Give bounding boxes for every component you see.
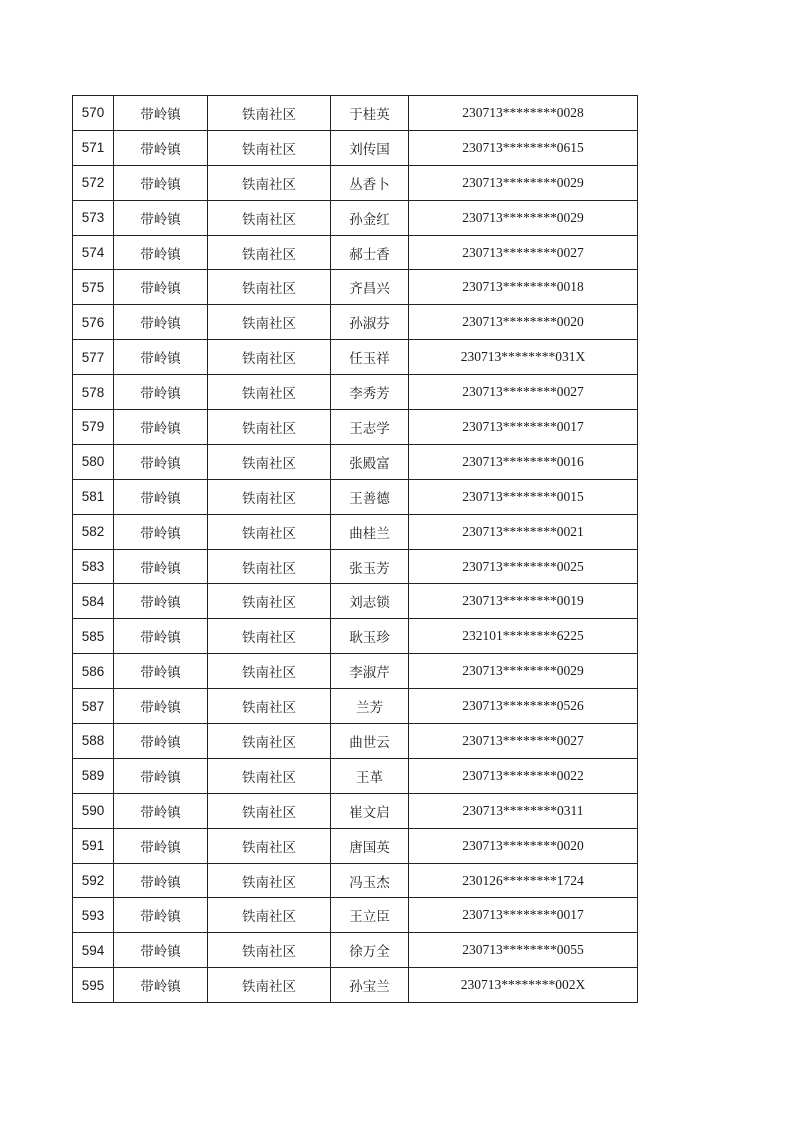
name-cell: 张玉芳 (331, 549, 409, 584)
id-number-cell: 230713********0020 (409, 828, 638, 863)
community-cell: 铁南社区 (208, 200, 331, 235)
row-number: 589 (73, 758, 114, 793)
community-cell: 铁南社区 (208, 793, 331, 828)
row-number: 578 (73, 375, 114, 410)
table-row (73, 270, 638, 305)
table-row (73, 863, 638, 898)
table-row (73, 549, 638, 584)
community-cell: 铁南社区 (208, 130, 331, 165)
table-row (73, 444, 638, 479)
row-number: 582 (73, 514, 114, 549)
town-cell: 带岭镇 (114, 340, 208, 375)
id-number-cell: 230713********0020 (409, 305, 638, 340)
town-cell: 带岭镇 (114, 619, 208, 654)
name-cell: 崔文启 (331, 793, 409, 828)
table-row (73, 793, 638, 828)
community-cell: 铁南社区 (208, 689, 331, 724)
id-number-cell: 230713********002X (409, 968, 638, 1003)
town-cell: 带岭镇 (114, 514, 208, 549)
row-number: 593 (73, 898, 114, 933)
row-number: 595 (73, 968, 114, 1003)
row-number: 590 (73, 793, 114, 828)
name-cell: 曲世云 (331, 724, 409, 759)
community-cell: 铁南社区 (208, 654, 331, 689)
table-row (73, 724, 638, 759)
id-number-cell: 230713********0027 (409, 375, 638, 410)
town-cell: 带岭镇 (114, 270, 208, 305)
name-cell: 李秀芳 (331, 375, 409, 410)
row-number: 572 (73, 165, 114, 200)
name-cell: 张殿富 (331, 444, 409, 479)
town-cell: 带岭镇 (114, 375, 208, 410)
table-row (73, 235, 638, 270)
table-row (73, 828, 638, 863)
town-cell: 带岭镇 (114, 724, 208, 759)
row-number: 580 (73, 444, 114, 479)
town-cell: 带岭镇 (114, 410, 208, 445)
id-number-cell: 230713********0055 (409, 933, 638, 968)
row-number: 573 (73, 200, 114, 235)
id-number-cell: 230713********031X (409, 340, 638, 375)
id-number-cell: 230126********1724 (409, 863, 638, 898)
community-cell: 铁南社区 (208, 758, 331, 793)
id-number-cell: 230713********0016 (409, 444, 638, 479)
town-cell: 带岭镇 (114, 828, 208, 863)
name-cell: 王善德 (331, 479, 409, 514)
town-cell: 带岭镇 (114, 165, 208, 200)
name-cell: 齐昌兴 (331, 270, 409, 305)
id-number-cell: 230713********0027 (409, 235, 638, 270)
row-number: 594 (73, 933, 114, 968)
row-number: 577 (73, 340, 114, 375)
community-cell: 铁南社区 (208, 340, 331, 375)
town-cell: 带岭镇 (114, 444, 208, 479)
town-cell: 带岭镇 (114, 130, 208, 165)
table-row (73, 689, 638, 724)
row-number: 583 (73, 549, 114, 584)
town-cell: 带岭镇 (114, 96, 208, 131)
town-cell: 带岭镇 (114, 584, 208, 619)
town-cell: 带岭镇 (114, 200, 208, 235)
table-row (73, 200, 638, 235)
row-number: 587 (73, 689, 114, 724)
town-cell: 带岭镇 (114, 305, 208, 340)
name-cell: 唐国英 (331, 828, 409, 863)
town-cell: 带岭镇 (114, 898, 208, 933)
table-row (73, 130, 638, 165)
name-cell: 郝士香 (331, 235, 409, 270)
id-number-cell: 230713********0027 (409, 724, 638, 759)
table-row (73, 898, 638, 933)
table-row (73, 165, 638, 200)
id-number-cell: 230713********0526 (409, 689, 638, 724)
id-number-cell: 230713********0017 (409, 898, 638, 933)
row-number: 585 (73, 619, 114, 654)
community-cell: 铁南社区 (208, 933, 331, 968)
name-cell: 耿玉珍 (331, 619, 409, 654)
name-cell: 曲桂兰 (331, 514, 409, 549)
id-number-cell: 230713********0311 (409, 793, 638, 828)
community-cell: 铁南社区 (208, 96, 331, 131)
town-cell: 带岭镇 (114, 933, 208, 968)
name-cell: 刘志锁 (331, 584, 409, 619)
name-cell: 刘传国 (331, 130, 409, 165)
name-cell: 孙淑芬 (331, 305, 409, 340)
community-cell: 铁南社区 (208, 898, 331, 933)
town-cell: 带岭镇 (114, 968, 208, 1003)
row-number: 579 (73, 410, 114, 445)
community-cell: 铁南社区 (208, 479, 331, 514)
town-cell: 带岭镇 (114, 479, 208, 514)
id-number-cell: 230713********0028 (409, 96, 638, 131)
table-row (73, 340, 638, 375)
name-cell: 王立臣 (331, 898, 409, 933)
town-cell: 带岭镇 (114, 654, 208, 689)
town-cell: 带岭镇 (114, 758, 208, 793)
name-cell: 王志学 (331, 410, 409, 445)
row-number: 592 (73, 863, 114, 898)
table-row (73, 933, 638, 968)
community-cell: 铁南社区 (208, 724, 331, 759)
name-cell: 冯玉杰 (331, 863, 409, 898)
town-cell: 带岭镇 (114, 863, 208, 898)
id-number-cell: 230713********0018 (409, 270, 638, 305)
community-cell: 铁南社区 (208, 863, 331, 898)
id-number-cell: 230713********0015 (409, 479, 638, 514)
table-row (73, 305, 638, 340)
row-number: 586 (73, 654, 114, 689)
community-cell: 铁南社区 (208, 410, 331, 445)
community-cell: 铁南社区 (208, 514, 331, 549)
row-number: 591 (73, 828, 114, 863)
id-number-cell: 230713********0029 (409, 165, 638, 200)
town-cell: 带岭镇 (114, 235, 208, 270)
id-number-cell: 230713********0029 (409, 200, 638, 235)
table-row (73, 758, 638, 793)
row-number: 574 (73, 235, 114, 270)
name-cell: 李淑芹 (331, 654, 409, 689)
community-cell: 铁南社区 (208, 584, 331, 619)
name-cell: 王革 (331, 758, 409, 793)
id-number-cell: 230713********0021 (409, 514, 638, 549)
row-number: 588 (73, 724, 114, 759)
community-cell: 铁南社区 (208, 968, 331, 1003)
id-number-cell: 232101********6225 (409, 619, 638, 654)
table-row (73, 584, 638, 619)
row-number: 571 (73, 130, 114, 165)
table-row (73, 410, 638, 445)
row-number: 570 (73, 96, 114, 131)
table-row (73, 375, 638, 410)
community-cell: 铁南社区 (208, 235, 331, 270)
name-cell: 于桂英 (331, 96, 409, 131)
community-cell: 铁南社区 (208, 549, 331, 584)
community-cell: 铁南社区 (208, 444, 331, 479)
id-number-cell: 230713********0017 (409, 410, 638, 445)
town-cell: 带岭镇 (114, 793, 208, 828)
id-number-cell: 230713********0019 (409, 584, 638, 619)
community-cell: 铁南社区 (208, 375, 331, 410)
row-number: 575 (73, 270, 114, 305)
table-row (73, 968, 638, 1003)
name-cell: 孙金红 (331, 200, 409, 235)
row-number: 576 (73, 305, 114, 340)
id-number-cell: 230713********0029 (409, 654, 638, 689)
row-number: 581 (73, 479, 114, 514)
table-row (73, 654, 638, 689)
town-cell: 带岭镇 (114, 549, 208, 584)
id-number-cell: 230713********0022 (409, 758, 638, 793)
table-row (73, 96, 638, 131)
name-cell: 丛香卜 (331, 165, 409, 200)
community-cell: 铁南社区 (208, 305, 331, 340)
community-cell: 铁南社区 (208, 270, 331, 305)
table-row (73, 479, 638, 514)
roster-table-body (73, 96, 638, 1003)
name-cell: 徐万全 (331, 933, 409, 968)
name-cell: 任玉祥 (331, 340, 409, 375)
id-number-cell: 230713********0025 (409, 549, 638, 584)
table-row (73, 514, 638, 549)
community-cell: 铁南社区 (208, 828, 331, 863)
community-cell: 铁南社区 (208, 619, 331, 654)
id-number-cell: 230713********0615 (409, 130, 638, 165)
community-cell: 铁南社区 (208, 165, 331, 200)
table-row (73, 619, 638, 654)
name-cell: 兰芳 (331, 689, 409, 724)
name-cell: 孙宝兰 (331, 968, 409, 1003)
town-cell: 带岭镇 (114, 689, 208, 724)
roster-table (72, 95, 638, 1003)
row-number: 584 (73, 584, 114, 619)
